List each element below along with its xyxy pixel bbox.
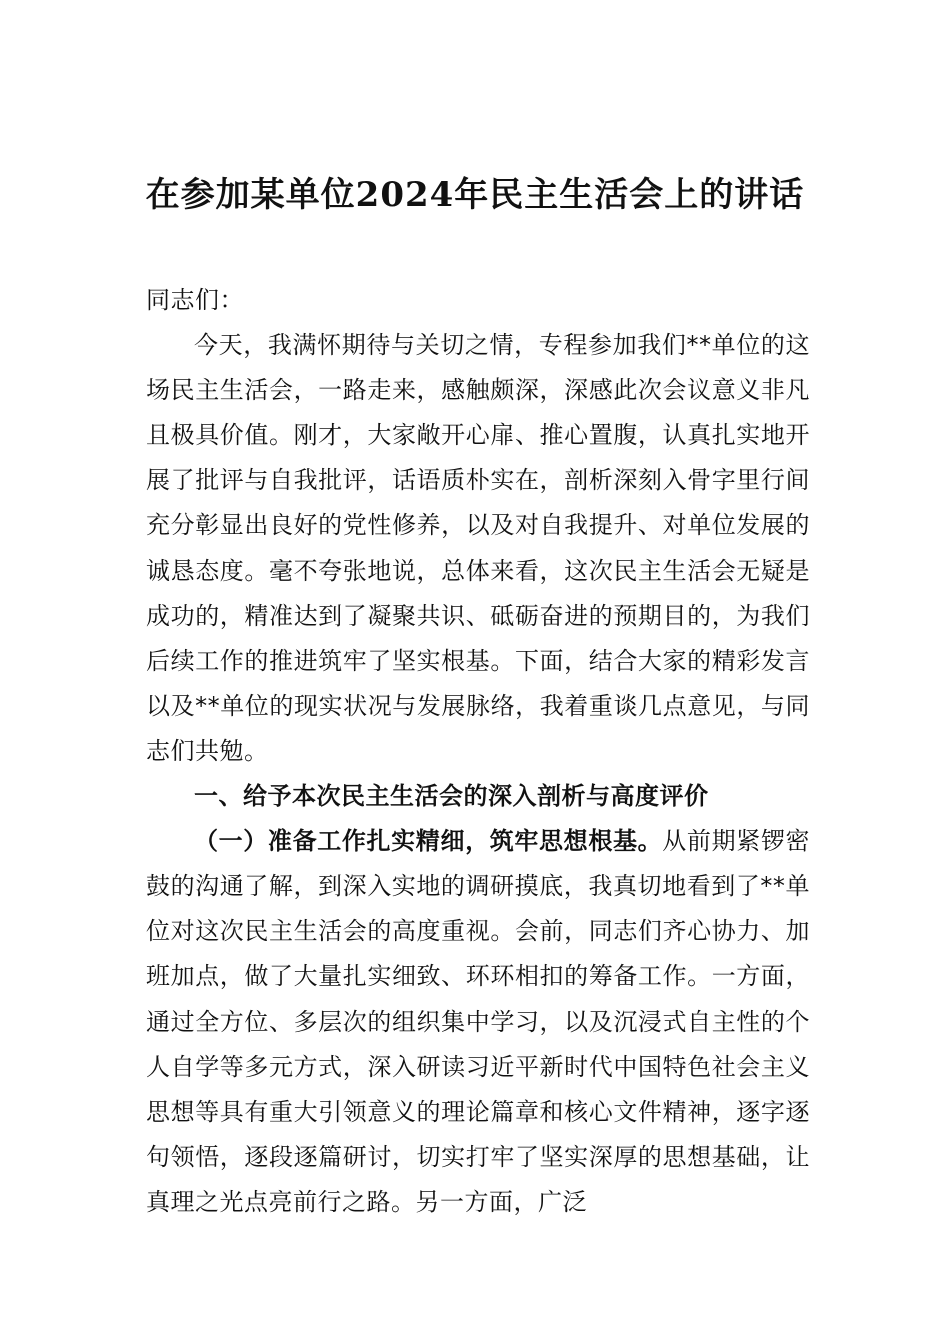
point-1-paragraph — [146, 819, 810, 1225]
intro-paragraph: 今天，我满怀期待与关切之情，专程参加我们**单位的这场民主生活会，一路走来，感触颇深，深感此次会议意义非凡且极具价值。刚才，大家敞开心扉、推心置腹，认真扎实地开展了批评与自我批评，话语质朴实在，剖析深刻入骨字里行间充分彰显出良好的党性修养，以及对自我提升、对单位发展的诚恳态度。毫不夸张地说，总体来看，这次民主生活会无疑是成功的，精准达到了凝聚共识、砥砺奋进的预期目的，为我们后续工作的推进筑牢了坚实根基。下面，结合大家的精彩发言以及**单位的现实状况与发展脉络，我着重谈几点意见，与同志们共勉。 — [146, 331, 810, 765]
salutation: 同志们： — [146, 286, 244, 314]
document-title: 在参加某单位2024年民主生活会上的讲话 — [145, 175, 805, 215]
point-1-lead: （一）准备工作扎实精细，筑牢思想根基。 — [194, 827, 663, 856]
section-heading-1: 一、给予本次民主生活会的深入剖析与高度评价 — [194, 782, 709, 811]
document-body — [146, 278, 810, 1225]
point-1-body: 从前期紧锣密鼓的沟通了解，到深入实地的调研摸底，我真切地看到了**单位对这次民主生活会的高度重视。会前，同志们齐心协力、加班加点，做了大量扎实细致、环环相扣的筹备工作。一方面，通过全方位、多层次的组织集中学习，以及沉浸式自主性的个人自学等多元方式，深入研读习近平新时代中国特色社会主义思想等具有重大引领意义的理论篇章和核心文件精神，逐字逐句领悟，逐段逐篇研讨，切实打牢了坚实深厚的思想基础，让真理之光点亮前行之路。另一方面，广泛 — [146, 827, 811, 1216]
